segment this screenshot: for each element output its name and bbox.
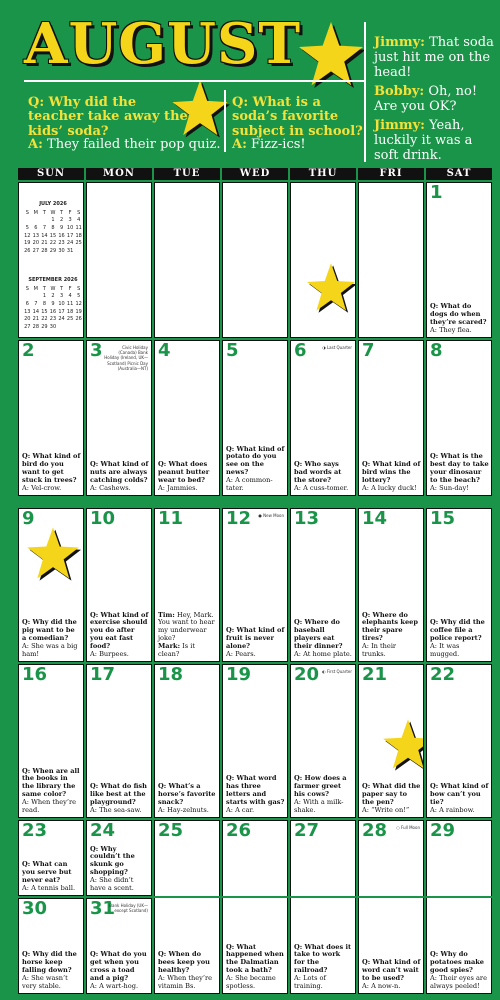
day-joke: Q: What kind of bow can’t you tie? A: A rainbow.: [430, 782, 489, 815]
split-cell-bottom: [358, 898, 424, 994]
day-joke: Q: What does peanut butter wear to bed? A: Jammies.: [158, 460, 210, 493]
day-cell: [154, 664, 220, 818]
calendar-grid-top: [18, 168, 492, 496]
moon-phase-note: ◐ First Quarter: [322, 669, 352, 674]
day-number: 19: [226, 664, 252, 685]
day-joke: Q: Who says bad words at the store? A: A cuss-tomer.: [294, 460, 349, 493]
day-number: 18: [158, 664, 184, 685]
day-number: 1: [430, 182, 443, 203]
day-cell: [222, 664, 288, 818]
day-number: 10: [90, 508, 116, 529]
day-joke: Q: What kind of fruit is never alone? A: Pears.: [226, 626, 285, 659]
joke-question: Q: Why did the teacher take away the kids’ soda?: [28, 95, 188, 139]
day-cell: [426, 664, 492, 818]
day-cell: [18, 340, 84, 496]
split-cell-top: [358, 820, 424, 896]
day-joke: Q: Why did the horse keep falling down? A: She wasn’t very stable.: [22, 950, 77, 991]
day-cell: [290, 340, 356, 496]
month-title: AUGUST: [24, 11, 302, 77]
day-joke: Q: What kind of bird do you want to get stuck in trees? A: Vel-crow.: [22, 452, 81, 493]
star-icon: [305, 263, 356, 313]
joke-question: Q: What is a soda’s favorite subject in school?: [232, 95, 363, 139]
day-cell: [426, 508, 492, 662]
day-joke: Q: What do fish like best at the playground? A: The sea-saw.: [90, 782, 147, 815]
day-cell: [154, 508, 220, 662]
day-number: 9: [22, 508, 35, 529]
day-number: 21: [362, 664, 388, 685]
day-joke: Q: Why couldn’t the skunk go shopping? A: She didn’t have a scent.: [90, 844, 135, 893]
conversation: Jimmy: That soda just hit me on the head! Bobby: Oh, no! Are you OK? Jimmy: Yeah, luckily it was a soft drink.: [374, 35, 494, 163]
weekday-header: TUE: [154, 168, 220, 180]
holiday-note: Bank Holiday (UK—except Scotland): [109, 903, 148, 914]
day-number: 31: [90, 898, 116, 919]
day-number: 20: [294, 664, 320, 685]
empty-cell: [86, 182, 152, 338]
day-number: 30: [22, 898, 48, 919]
day-joke: Q: Where do elephants keep their spare tires? A: In their trunks.: [362, 610, 418, 659]
day-cell: [86, 340, 152, 496]
star-icon: [296, 22, 366, 88]
weekday-header: WED: [222, 168, 288, 180]
split-cell-top: [290, 820, 356, 896]
empty-cell: [358, 182, 424, 338]
day-cell: [86, 664, 152, 818]
weekday-header: SAT: [426, 168, 492, 180]
mini-calendar-july: JULY 2026 S M T W T F S 1 2 3 4 5 6 7 8 9 10 11 12 13 14 15 16 17 18 19 20 21 22 23 24 25 26 27 28 29 30 31: [24, 201, 82, 254]
day-cell: [426, 340, 492, 496]
day-cell: [86, 898, 152, 994]
star-icon: [25, 527, 81, 581]
day-joke: Q: What kind of bird wins the lottery? A: A lucky duck!: [362, 460, 421, 493]
day-joke: Q: What is the best day to take your dinosaur to the beach? A: Sun-day!: [430, 452, 489, 493]
day-number: 29: [430, 820, 456, 841]
day-joke: Q: What’s a horse’s favorite snack? A: Hay-zelnuts.: [158, 782, 216, 815]
weekday-header: MON: [86, 168, 152, 180]
day-number: 24: [90, 820, 116, 841]
split-cell-top: [154, 820, 220, 896]
day-joke: Q: How does a farmer greet his cows? A: With a milk-shake.: [294, 774, 347, 815]
day-cell: [18, 664, 84, 818]
empty-cell: [290, 182, 356, 338]
day-cell: [358, 340, 424, 496]
day-joke: Q: What can you serve but never eat? A: A tennis ball.: [22, 860, 76, 893]
day-joke: Q: What kind of exercise should you do after you eat fast food? A: Burpees.: [90, 610, 149, 659]
split-cell-bottom: [222, 898, 288, 994]
weekday-header: THU: [290, 168, 356, 180]
day-joke: Q: What does it take to work for the railroad? A: Lots of training.: [294, 942, 352, 991]
day-cell: [18, 820, 84, 896]
weekday-header: SUN: [18, 168, 84, 180]
day-joke: Q: What happened when the Dalmatian took a bath? A: She became spotless.: [226, 942, 284, 991]
day-joke: Q: What kind of nuts are always catching colds? A: Cashews.: [90, 460, 149, 493]
day-cell: [154, 340, 220, 496]
star-icon: [381, 719, 424, 771]
day-joke: Q: What word has three letters and starts with gas? A: A car.: [226, 774, 285, 815]
day-number: 14: [362, 508, 388, 529]
joke-answer: A: Fizz-ics!: [232, 137, 306, 152]
split-cell-bottom: [426, 898, 492, 994]
day-joke: Q: When do bees keep you healthy? A: When they’re vitamin Bs.: [158, 950, 213, 991]
divider: [224, 90, 226, 152]
day-number: 11: [158, 508, 184, 529]
day-cell: [18, 898, 84, 994]
day-joke: Q: What kind of word can’t wait to be used? A: A now-n.: [362, 958, 421, 991]
moon-phase-note: ◑ Last Quarter: [322, 345, 352, 350]
day-number: 16: [22, 664, 48, 685]
day-cell: [358, 508, 424, 662]
day-joke: Q: What do you get when you cross a toad and a pig? A: A wart-hog.: [90, 950, 147, 991]
calendar-grid-bottom: [18, 508, 492, 994]
day-number: 17: [90, 664, 116, 685]
day-cell: [222, 340, 288, 496]
joke-answer: A: They failed their pop quiz.: [28, 137, 221, 152]
day-number: 7: [362, 340, 375, 361]
day-number: 22: [430, 664, 456, 685]
mini-calendars-cell: [18, 182, 84, 338]
day-joke: Q: Why do potatoes make good spies? A: Their eyes are always peeled!: [430, 950, 487, 991]
day-cell: [222, 508, 288, 662]
day-cell: [86, 508, 152, 662]
split-cell-bottom: [290, 898, 356, 994]
day-cell: [290, 508, 356, 662]
day-number: 28: [362, 820, 388, 841]
day-number: 4: [158, 340, 171, 361]
day-number: 23: [22, 820, 48, 841]
day-number: 15: [430, 508, 456, 529]
moon-phase-note: ○ Full Moon: [396, 825, 420, 830]
day-cell: [86, 820, 152, 896]
moon-phase-note: ● New Moon: [258, 513, 284, 518]
day-number: 2: [22, 340, 35, 361]
day-number: 12: [226, 508, 252, 529]
day-joke: Q: What did the paper say to the pen? A: “Write on!”: [362, 782, 421, 815]
day-number: 8: [430, 340, 443, 361]
day-number: 6: [294, 340, 307, 361]
split-cell-bottom: [154, 898, 220, 994]
day-cell: [358, 664, 424, 818]
day-joke: Q: When are all the books in the library the same color? A: When they’re read.: [22, 766, 80, 815]
divider: [364, 22, 366, 162]
day-joke: Q: Why did the coffee file a police report? A: It was mugged.: [430, 618, 485, 659]
day-joke: Q: What do dogs do when they’re scared? A: They flea.: [430, 302, 487, 335]
holiday-note: Civic Holiday (Canada) Bank Holiday (Ireland, UK—Scotland) Picnic Day (Australia—NT): [104, 345, 148, 371]
day-number: 26: [226, 820, 252, 841]
day-number: 5: [226, 340, 239, 361]
split-cell-top: [426, 820, 492, 896]
day-joke: Q: What kind of potato do you see on the news? A: A common-tater.: [226, 444, 285, 493]
day-cell: [290, 664, 356, 818]
empty-cell: [154, 182, 220, 338]
day-number: 13: [294, 508, 320, 529]
day-joke: Q: Why did the pig want to be a comedian? A: She was a big ham!: [22, 618, 78, 659]
day-number: 3: [90, 340, 103, 361]
mini-calendar-september: SEPTEMBER 2026 S M T W T F S 1 2 3 4 5 6 7 8 9 10 11 12 13 14 15 16 17 18 19 20 21 22 23 24 25 26 27 28 29 30: [24, 277, 82, 330]
day-number: 27: [294, 820, 320, 841]
divider: [24, 80, 364, 82]
empty-cell: [222, 182, 288, 338]
weekday-header: FRI: [358, 168, 424, 180]
header: [0, 0, 500, 170]
day-number: 25: [158, 820, 184, 841]
day-joke: Tim: Hey, Mark. You want to hear my underwear joke? Mark: Is it clean?: [158, 610, 215, 659]
split-cell-top: [222, 820, 288, 896]
day-joke: Q: Where do baseball players eat their dinner? A: At home plate.: [294, 618, 352, 659]
day-cell: [18, 508, 84, 662]
day-cell: [426, 182, 492, 338]
